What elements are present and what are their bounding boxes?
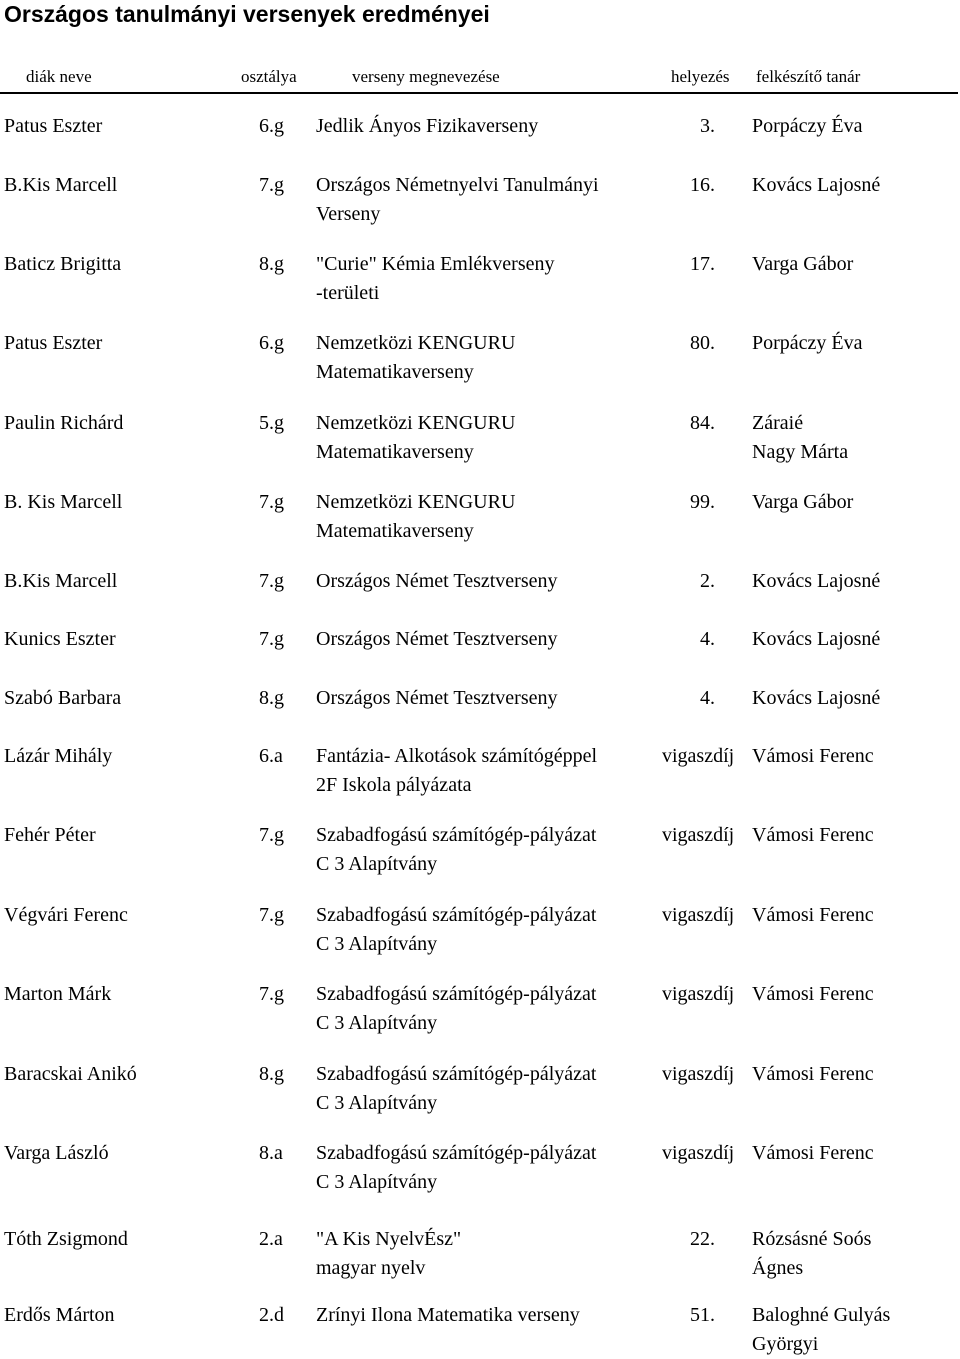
competition-name: C 3 Alapítvány	[316, 1012, 438, 1034]
class-cell: 7.g	[259, 491, 284, 513]
teacher-name: Vámosi Ferenc	[752, 745, 874, 767]
competition-name: Nemzetközi KENGURU	[316, 332, 516, 354]
student-name: B. Kis Marcell	[4, 491, 123, 513]
placement-cell: vigaszdíj	[662, 983, 735, 1005]
placement-cell: vigaszdíj	[662, 1142, 735, 1164]
class-cell: 6.a	[259, 745, 283, 767]
teacher-name: Vámosi Ferenc	[752, 824, 874, 846]
student-name: Lázár Mihály	[4, 745, 113, 767]
student-name: Baracskai Anikó	[4, 1063, 137, 1085]
class-cell: 7.g	[259, 570, 284, 592]
competition-name: Matematikaverseny	[316, 520, 474, 542]
student-name: Baticz Brigitta	[4, 253, 122, 275]
header-divider	[0, 92, 958, 94]
competition-name: Szabadfogású számítógép-pályázat	[316, 1142, 597, 1164]
competition-name: Szabadfogású számítógép-pályázat	[316, 824, 597, 846]
header-class: osztálya	[241, 67, 297, 86]
class-cell: 7.g	[259, 983, 284, 1005]
teacher-name: Kovács Lajosné	[752, 174, 881, 196]
placement-cell: 4.	[700, 687, 715, 709]
competition-name: C 3 Alapítvány	[316, 853, 438, 875]
student-name: Marton Márk	[4, 983, 112, 1005]
placement-cell: 51.	[690, 1304, 715, 1326]
competition-name: Szabadfogású számítógép-pályázat	[316, 904, 597, 926]
student-name: Patus Eszter	[4, 115, 103, 137]
competition-name: Matematikaverseny	[316, 361, 474, 383]
competition-name: Nemzetközi KENGURU	[316, 412, 516, 434]
teacher-name: Rózsásné Soós	[752, 1228, 872, 1250]
teacher-name: Vámosi Ferenc	[752, 983, 874, 1005]
competition-name: "Curie" Kémia Emlékverseny	[316, 253, 555, 275]
student-name: B.Kis Marcell	[4, 570, 118, 592]
competition-name: Fantázia- Alkotások számítógéppel	[316, 745, 598, 767]
placement-cell: vigaszdíj	[662, 904, 735, 926]
header-teacher: felkészítő tanár	[756, 67, 861, 86]
teacher-name: Kovács Lajosné	[752, 570, 881, 592]
class-cell: 2.a	[259, 1228, 283, 1250]
teacher-name: Porpáczy Éva	[752, 332, 863, 354]
competition-name: Országos Német Tesztverseny	[316, 628, 558, 650]
class-cell: 7.g	[259, 174, 284, 196]
class-cell: 2.d	[259, 1304, 284, 1326]
placement-cell: vigaszdíj	[662, 824, 735, 846]
teacher-name: Porpáczy Éva	[752, 115, 863, 137]
placement-cell: 2.	[700, 570, 715, 592]
competition-name: Országos Német Tesztverseny	[316, 570, 558, 592]
teacher-name: Varga Gábor	[752, 253, 854, 275]
placement-cell: 22.	[690, 1228, 715, 1250]
class-cell: 6.g	[259, 115, 284, 137]
competition-name: 2F Iskola pályázata	[316, 774, 472, 796]
student-name: Végvári Ferenc	[4, 904, 128, 926]
header-place: helyezés	[671, 67, 730, 86]
competition-name: Zrínyi Ilona Matematika verseny	[316, 1304, 580, 1326]
class-cell: 6.g	[259, 332, 284, 354]
competition-name: Matematikaverseny	[316, 441, 474, 463]
placement-cell: 17.	[690, 253, 715, 275]
student-name: B.Kis Marcell	[4, 174, 118, 196]
teacher-name: Vámosi Ferenc	[752, 1142, 874, 1164]
header-student: diák neve	[26, 67, 92, 86]
competition-name: C 3 Alapítvány	[316, 933, 438, 955]
competition-name: Nemzetközi KENGURU	[316, 491, 516, 513]
header-competition: verseny megnevezése	[352, 67, 500, 86]
placement-cell: 4.	[700, 628, 715, 650]
teacher-name: Baloghné Gulyás	[752, 1304, 891, 1326]
class-cell: 8.g	[259, 687, 284, 709]
competition-name: Szabadfogású számítógép-pályázat	[316, 983, 597, 1005]
teacher-name: Györgyi	[752, 1333, 819, 1355]
competition-name: C 3 Alapítvány	[316, 1092, 438, 1114]
teacher-name: Kovács Lajosné	[752, 687, 881, 709]
competition-name: C 3 Alapítvány	[316, 1171, 438, 1193]
placement-cell: 3.	[700, 115, 715, 137]
class-cell: 7.g	[259, 904, 284, 926]
student-name: Paulin Richárd	[4, 412, 124, 434]
competition-name: Verseny	[316, 203, 381, 225]
student-name: Varga László	[4, 1142, 109, 1164]
class-cell: 8.g	[259, 1063, 284, 1085]
class-cell: 8.g	[259, 253, 284, 275]
placement-cell: 16.	[690, 174, 715, 196]
teacher-name: Kovács Lajosné	[752, 628, 881, 650]
student-name: Szabó Barbara	[4, 687, 122, 709]
competition-name: Országos Németnyelvi Tanulmányi	[316, 174, 599, 196]
student-name: Erdős Márton	[4, 1304, 115, 1326]
teacher-name: Vámosi Ferenc	[752, 904, 874, 926]
teacher-name: Vámosi Ferenc	[752, 1063, 874, 1085]
placement-cell: vigaszdíj	[662, 745, 735, 767]
competition-name: Szabadfogású számítógép-pályázat	[316, 1063, 597, 1085]
competition-name: "A Kis NyelvÉsz"	[316, 1228, 462, 1250]
teacher-name: Varga Gábor	[752, 491, 854, 513]
class-cell: 7.g	[259, 824, 284, 846]
teacher-name: Záraié	[752, 412, 804, 434]
placement-cell: 99.	[690, 491, 715, 513]
class-cell: 8.a	[259, 1142, 283, 1164]
teacher-name: Ágnes	[752, 1257, 804, 1279]
page-title: Országos tanulmányi versenyek eredményei	[4, 1, 490, 27]
placement-cell: 84.	[690, 412, 715, 434]
placement-cell: 80.	[690, 332, 715, 354]
student-name: Patus Eszter	[4, 332, 103, 354]
student-name: Fehér Péter	[4, 824, 96, 846]
student-name: Kunics Eszter	[4, 628, 116, 650]
class-cell: 5.g	[259, 412, 284, 434]
placement-cell: vigaszdíj	[662, 1063, 735, 1085]
teacher-name: Nagy Márta	[752, 441, 849, 463]
competition-name: Országos Német Tesztverseny	[316, 687, 558, 709]
competition-name: Jedlik Ányos Fizikaverseny	[316, 115, 539, 137]
class-cell: 7.g	[259, 628, 284, 650]
student-name: Tóth Zsigmond	[4, 1228, 128, 1250]
competition-name: -területi	[316, 282, 380, 304]
competition-name: magyar nyelv	[316, 1257, 426, 1279]
